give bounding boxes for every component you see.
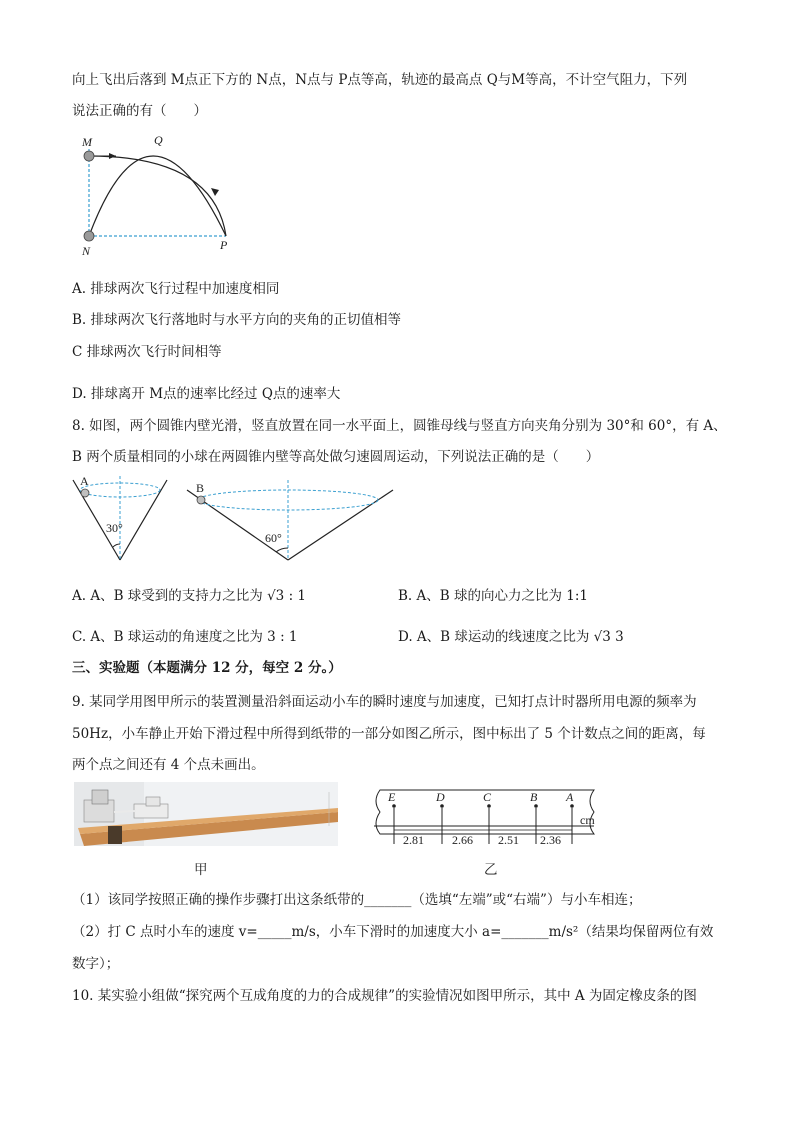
cone-a-angle-arc bbox=[113, 544, 120, 547]
caption-jia: 甲 bbox=[194, 862, 208, 878]
m-arrow-head bbox=[109, 153, 116, 159]
q9-sub2-line1: （2）打 C 点时小车的速度 v=_____m/s，小车下滑时的加速度大小 a=_______m/s²（结果均保留两位有效 bbox=[72, 924, 714, 940]
tape-point-a: A bbox=[566, 790, 574, 804]
q8-option-d: D. A、B 球运动的线速度之比为 √3 3 bbox=[398, 629, 624, 645]
tape-distance-ed: 2.81 bbox=[403, 833, 424, 847]
q8-option-c: C. A、B 球运动的角速度之比为 3 : 1 bbox=[72, 629, 298, 645]
tape-distance-ba: 2.36 bbox=[540, 833, 561, 847]
q7-option-c: C 排球两次飞行时间相等 bbox=[72, 344, 222, 360]
q7-option-d: D. 排球离开 M点的速率比经过 Q点的速率大 bbox=[72, 386, 341, 402]
q9-sub1: （1）该同学按照正确的操作步骤打出这条纸带的_______（选填“左端”或“右端”）与小车相连； bbox=[72, 892, 642, 908]
label-a: A bbox=[80, 474, 89, 488]
q7-option-a: A. 排球两次飞行过程中加速度相同 bbox=[72, 281, 280, 297]
label-n: N bbox=[82, 244, 91, 258]
label-m: M bbox=[82, 135, 92, 149]
q8-option-a: A. A、B 球受到的支持力之比为 √3 : 1 bbox=[72, 588, 306, 604]
cone-b-angle-arc bbox=[276, 548, 288, 552]
q9-sub2-line2: 数字）； bbox=[72, 956, 120, 972]
paper-tape-figure bbox=[372, 786, 608, 850]
q8-option-b: B. A、B 球的向心力之比为 1:1 bbox=[398, 588, 588, 604]
q7-option-b: B. 排球两次飞行落地时与水平方向的夹角的正切值相等 bbox=[72, 312, 402, 328]
ball-a bbox=[81, 489, 89, 497]
tape-point-e: E bbox=[388, 790, 396, 804]
label-angle-60: 60° bbox=[265, 531, 282, 545]
label-angle-30: 30° bbox=[106, 521, 123, 535]
cone-b-right-wall bbox=[288, 490, 393, 560]
cone-a-left-wall bbox=[73, 480, 120, 560]
tape-dots bbox=[392, 804, 574, 808]
q8-cones-figure bbox=[70, 472, 400, 566]
tape-distance-dc: 2.66 bbox=[452, 833, 473, 847]
trajectory-n-to-p bbox=[89, 156, 226, 236]
trajectory-arrow-head bbox=[211, 188, 219, 196]
q8-stem-line1: 8. 如图，两个圆锥内壁光滑，竖直放置在同一水平面上，圆锥母线与竖直方向夹角分别为 30°和 60°，有 A、 bbox=[72, 418, 727, 434]
cone-a-right-wall bbox=[120, 480, 167, 560]
q8-stem-line2: B 两个质量相同的小球在两圆锥内壁等高处做匀速圆周运动，下列说法正确的是（ ） bbox=[72, 449, 600, 465]
q10-stem-line1: 10. 某实验小组做“探究两个互成角度的力的合成规律”的实验情况如图甲所示，其中 A 为固定橡皮条的图 bbox=[72, 988, 697, 1004]
caption-yi: 乙 bbox=[484, 862, 498, 878]
ball-n bbox=[84, 231, 94, 241]
q7-trajectory-figure bbox=[74, 128, 254, 260]
apparatus-photo bbox=[74, 782, 338, 846]
tape-point-b: B bbox=[530, 790, 538, 804]
label-p: P bbox=[220, 238, 228, 252]
label-b: B bbox=[196, 481, 205, 495]
ball-m bbox=[84, 151, 94, 161]
label-q: Q bbox=[154, 133, 163, 147]
q7-stem-line2: 说法正确的有（ ） bbox=[72, 103, 207, 119]
q7-stem-line1: 向上飞出后落到 M点正下方的 N点，N点与 P点等高，轨迹的最高点 Q与M等高，不计空气阻力，下列 bbox=[72, 72, 688, 88]
q9-stem-line2: 50Hz，小车静止开始下滑过程中所得到纸带的一部分如图乙所示，图中标出了 5 个计数点之间的距离，每 bbox=[72, 726, 706, 742]
cone-a-orbit bbox=[80, 483, 160, 497]
q9-stem-line3: 两个点之间还有 4 个点未画出。 bbox=[72, 757, 265, 773]
tape-point-d: D bbox=[436, 790, 445, 804]
trajectory-m-to-n bbox=[89, 156, 226, 236]
tape-unit: cm bbox=[580, 813, 595, 827]
q9-stem-line1: 9. 某同学用图甲所示的装置测量沿斜面运动小车的瞬时速度与加速度，已知打点计时器所用电源的频率为 bbox=[72, 694, 697, 710]
ball-b bbox=[197, 496, 205, 504]
tape-distance-cb: 2.51 bbox=[498, 833, 519, 847]
section-3-title: 三、实验题（本题满分 12 分，每空 2 分。） bbox=[72, 660, 342, 676]
tape-point-c: C bbox=[483, 790, 492, 804]
